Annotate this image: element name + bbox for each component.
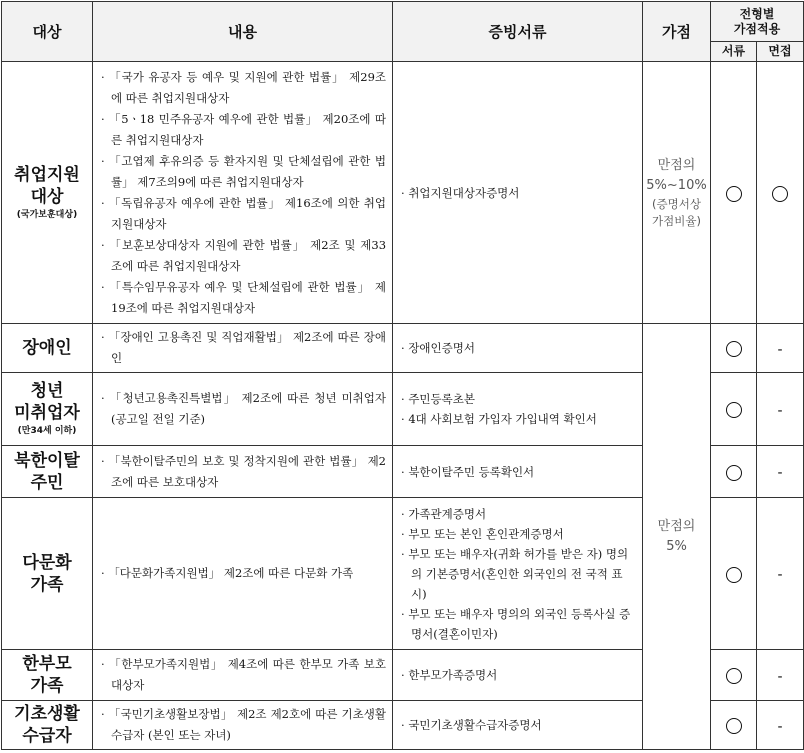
row-documents [393, 446, 643, 498]
header-documents: 증빙서류 [393, 2, 643, 62]
dash-mark: - [777, 567, 783, 583]
row-category [2, 650, 93, 701]
category-name: 취업지원 대상 [14, 164, 80, 207]
row-category [2, 62, 93, 324]
document-stage-cell [711, 498, 757, 650]
row-content [93, 373, 393, 446]
content-item: · 「고엽제 후유의증 등 환자지원 및 단체설립에 관한 법률」 제7조의9에 따른 취업지원대상자 [101, 153, 386, 189]
interview-stage-cell [757, 62, 804, 324]
document-stage-cell [711, 373, 757, 446]
category-name: 장애인 [22, 338, 72, 358]
interview-stage-cell [757, 701, 804, 750]
document-stage-cell [711, 650, 757, 701]
bonus-value: 만점의 5%~10% [646, 157, 707, 193]
content-item: · 「한부모가족지원법」 제4조에 따른 한부모 가족 보호 대상자 [101, 657, 387, 692]
shared-bonus-cell [643, 324, 711, 750]
interview-stage-cell [757, 446, 804, 498]
category-name: 청년 미취업자 [14, 381, 80, 423]
header-content: 내용 [93, 2, 393, 62]
row-category [2, 701, 93, 750]
table-row [2, 62, 804, 324]
row-content [93, 650, 393, 701]
document-item: · 가족관계증명서 [401, 506, 487, 521]
content-item: · 「5ㆍ18 민주유공자 예우에 관한 법률」 제20조에 따른 취업지원대상자 [101, 111, 386, 147]
dash-mark: - [777, 668, 783, 685]
dash-mark: - [777, 341, 783, 358]
document-stage-cell [711, 324, 757, 373]
header-document-stage: 서류 [711, 42, 757, 62]
content-item: · 「독립유공자 예우에 관한 법률」 제16조에 의한 취업지원대상자 [101, 195, 387, 231]
dash-mark: - [777, 402, 783, 419]
row-category [2, 446, 93, 498]
circle-mark [726, 402, 742, 418]
row-category [2, 324, 93, 373]
category-name: 다문화 가족 [22, 552, 72, 595]
document-item: · 부모 또는 본인 혼인관계증명서 [401, 526, 564, 541]
content-item: · 「국가 유공자 등 예우 및 지원에 관한 법률」 제29조에 따른 취업지원대상자 [101, 69, 386, 105]
row-documents [393, 498, 643, 650]
document-item: · 주민등록초본 [401, 392, 475, 406]
bonus-value: 만점의 5% [657, 518, 696, 554]
row-bonus [643, 62, 711, 324]
row-documents [393, 62, 643, 324]
document-item: · 취업지원대상자증명서 [401, 185, 520, 200]
document-item: · 한부모가족증명서 [401, 668, 498, 682]
circle-mark [772, 186, 788, 202]
category-name: 북한이탈 주민 [14, 450, 80, 493]
interview-stage-cell [757, 650, 804, 701]
category-name: 한부모 가족 [22, 654, 72, 696]
document-item: · 부모 또는 배우자 명의의 외국인 등록사실 증명서(결혼이민자) [401, 606, 631, 641]
content-item: · 「장애인 고용촉진 및 직업재활법」 제2조에 따른 장애인 [101, 330, 386, 365]
row-documents [393, 701, 643, 750]
document-stage-cell [711, 62, 757, 324]
table-row [2, 324, 804, 373]
header-stage: 전형별 가점적용 [711, 2, 804, 42]
circle-mark [726, 186, 742, 202]
circle-mark [726, 341, 742, 357]
document-item: · 4대 사회보험 가입자 가입내역 확인서 [401, 412, 597, 426]
document-item: · 부모 또는 배우자(귀화 허가를 받은 자) 명의의 기본증명서(혼인한 외국인의 전 국적 표시) [401, 546, 629, 601]
header-interview-stage: 면접 [757, 42, 804, 62]
content-item: · 「청년고용촉진특별법」 제2조에 따른 청년 미취업자(공고일 전일 기준) [101, 391, 386, 426]
row-documents [393, 373, 643, 446]
content-item: · 「보훈보상대상자 지원에 관한 법률」 제2조 및 제33조에 따른 취업지원대상자 [101, 237, 387, 273]
document-item: · 북한이탈주민 등록확인서 [401, 464, 535, 479]
document-item: · 국민기초생활수급자증명서 [401, 718, 542, 732]
header-bonus: 가점 [643, 2, 711, 62]
document-stage-cell [711, 446, 757, 498]
category-sub: (만34세 이하) [17, 426, 77, 436]
interview-stage-cell [757, 324, 804, 373]
interview-stage-cell [757, 373, 804, 446]
row-content [93, 446, 393, 498]
header-target: 대상 [2, 2, 93, 62]
circle-mark [726, 668, 742, 684]
category-sub: (국가보훈대상) [16, 209, 78, 220]
row-content [93, 498, 393, 650]
circle-mark [726, 465, 742, 481]
row-content [93, 701, 393, 750]
content-item: · 「북한이탈주민의 보호 및 정착지원에 관한 법률」 제2조에 따른 보호대상자 [101, 453, 386, 489]
circle-mark [726, 718, 742, 734]
interview-stage-cell [757, 498, 804, 650]
row-documents [393, 650, 643, 701]
category-name: 기초생활 수급자 [14, 704, 80, 746]
row-documents [393, 324, 643, 373]
content-item: · 「국민기초생활보장법」 제2조 제2호에 따른 기초생활수급자 (본인 또는 자녀) [101, 707, 386, 742]
bonus-note: (증명서상 가점비율) [652, 196, 701, 228]
bonus-points-table [1, 1, 804, 750]
row-category [2, 498, 93, 650]
content-item: · 「다문화가족지원법」 제2조에 따른 다문화 가족 [101, 566, 354, 580]
document-stage-cell [711, 701, 757, 750]
row-content [93, 324, 393, 373]
document-item: · 장애인증명서 [401, 341, 475, 355]
circle-mark [726, 567, 742, 583]
row-content [93, 62, 393, 324]
content-item: · 「특수임무유공자 예우 및 단체설립에 관한 법률」 제19조에 따른 취업지원대상자 [101, 279, 386, 315]
row-category [2, 373, 93, 446]
dash-mark: - [777, 718, 783, 735]
dash-mark: - [777, 465, 783, 481]
